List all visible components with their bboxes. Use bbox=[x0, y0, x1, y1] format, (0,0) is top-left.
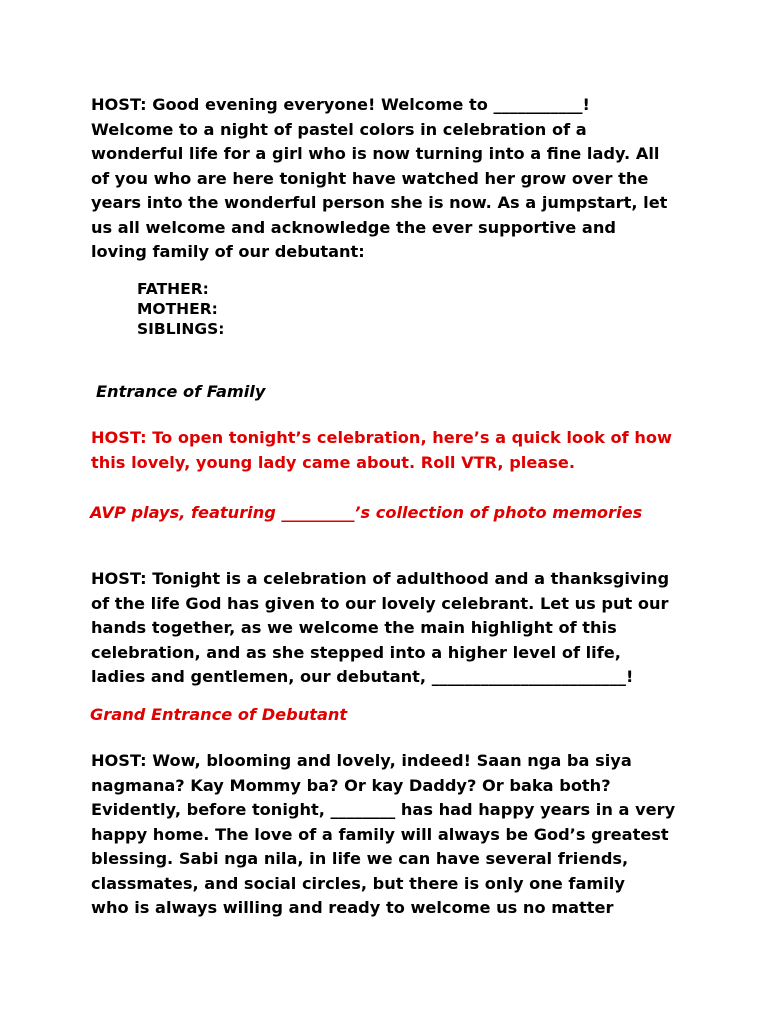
family-siblings-label: SIBLINGS: bbox=[137, 320, 225, 338]
paragraph-line: Welcome to a night of pastel colors in celebration of a bbox=[91, 119, 587, 139]
stage-direction-entrance-family: Entrance of Family bbox=[96, 382, 266, 401]
paragraph-line: blessing. Sabi nga nila, in life we can have several friends, bbox=[91, 849, 629, 868]
stage-direction-avp: AVP plays, featuring _________’s collection of photo memories bbox=[90, 503, 643, 522]
host-blooming-paragraph bbox=[91, 749, 691, 921]
paragraph-line: years into the wonderful person she is now. As a jumpstart, let bbox=[91, 193, 668, 212]
family-mother-label: MOTHER: bbox=[137, 300, 218, 318]
paragraph-line: Evidently, before tonight, ________ has had happy years in a very bbox=[91, 800, 676, 819]
paragraph-line: HOST: Tonight is a celebration of adulthood and a thanksgiving bbox=[91, 569, 670, 588]
paragraph-line: classmates, and social circles, but there is only one family bbox=[91, 873, 625, 893]
family-father-label: FATHER: bbox=[137, 280, 209, 298]
paragraph-line: ladies and gentlemen, our debutant, ________________________! bbox=[91, 667, 634, 686]
paragraph-line: of the life God has given to our lovely celebrant. Let us put our bbox=[91, 593, 669, 613]
host-vtr-paragraph bbox=[91, 426, 691, 475]
paragraph-line: of you who are here tonight have watched her grow over the bbox=[91, 168, 649, 188]
paragraph-line: loving family of our debutant: bbox=[91, 242, 365, 261]
stage-direction-grand-entrance: Grand Entrance of Debutant bbox=[90, 705, 348, 724]
paragraph-line: HOST: To open tonight’s celebration, here’s a quick look of how bbox=[91, 428, 672, 447]
paragraph-line: happy home. The love of a family will always be God’s greatest bbox=[91, 824, 669, 844]
paragraph-line: us all welcome and acknowledge the ever supportive and bbox=[91, 217, 616, 237]
paragraph-line: wonderful life for a girl who is now turning into a fine lady. All bbox=[91, 144, 660, 163]
family-member-list bbox=[137, 279, 224, 339]
paragraph-line: who is always willing and ready to welcome us no matter bbox=[91, 898, 614, 917]
paragraph-line: HOST: Wow, blooming and lovely, indeed! Saan nga ba siya bbox=[91, 751, 632, 770]
host-debutant-paragraph bbox=[91, 567, 691, 690]
paragraph-line: celebration, and as she stepped into a higher level of life, bbox=[91, 642, 621, 662]
paragraph-line: HOST: Good evening everyone! Welcome to ___________! bbox=[91, 95, 590, 114]
paragraph-line: nagmana? Kay Mommy ba? Or kay Daddy? Or baka both? bbox=[91, 775, 611, 795]
paragraph-line: hands together, as we welcome the main highlight of this bbox=[91, 618, 617, 637]
paragraph-line: this lovely, young lady came about. Roll VTR, please. bbox=[91, 452, 576, 472]
host-welcome-paragraph bbox=[91, 93, 691, 265]
